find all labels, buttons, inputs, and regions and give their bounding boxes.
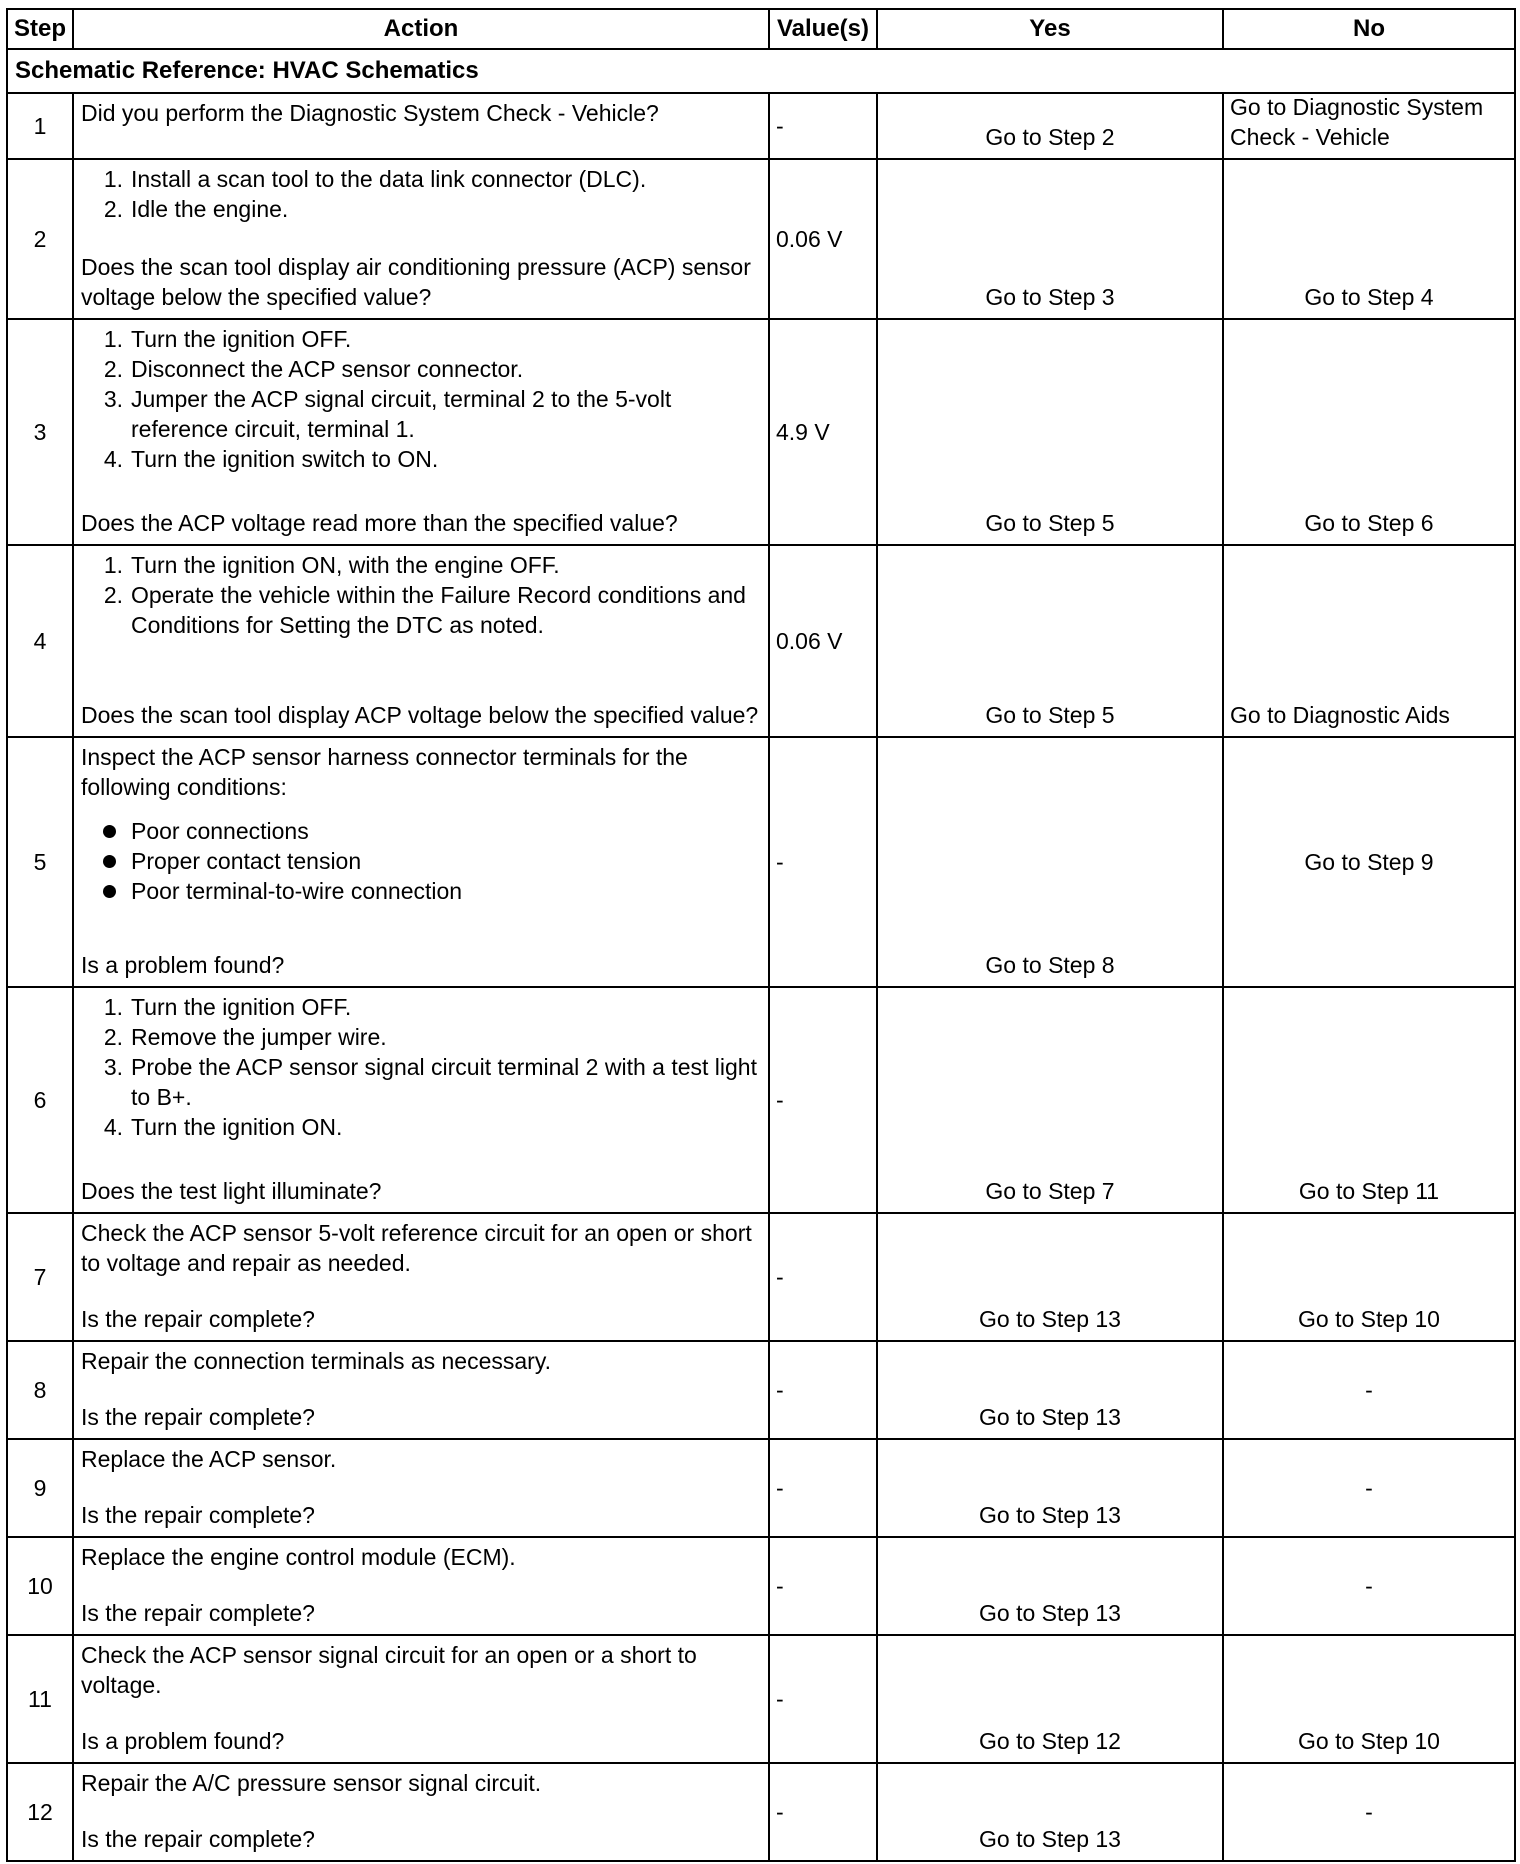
- list-item: [81, 194, 761, 224]
- bullet-item-text: Proper contact tension: [131, 848, 362, 874]
- list-number: 4.: [103, 1114, 123, 1140]
- list-item: [81, 354, 761, 384]
- step-number: 10: [7, 1537, 73, 1635]
- yes-action-text: Go to Step 5: [985, 510, 1115, 536]
- numbered-list: [81, 550, 761, 640]
- list-item: [81, 1052, 761, 1112]
- no-cell: [1223, 1439, 1515, 1537]
- header-step: Step: [7, 9, 73, 49]
- list-item: [81, 550, 761, 580]
- list-item-text: Turn the ignition OFF.: [131, 994, 352, 1020]
- bullet-list: [81, 816, 761, 906]
- list-number: 1.: [103, 166, 123, 192]
- action-question: Does the ACP voltage read more than the specified value?: [81, 510, 678, 536]
- list-item: [81, 1022, 761, 1052]
- list-number: 1.: [103, 994, 123, 1020]
- action-question: Does the test light illuminate?: [81, 1178, 382, 1204]
- no-cell: [1223, 545, 1515, 737]
- list-item-text: Turn the ignition ON.: [131, 1114, 343, 1140]
- list-number: 2.: [103, 356, 123, 382]
- bullet-item-text: Poor terminal-to-wire connection: [131, 878, 463, 904]
- action-content: [81, 1640, 761, 1756]
- action-cell: [73, 93, 769, 159]
- yes-cell: [877, 1213, 1223, 1341]
- action-cell: [73, 319, 769, 545]
- bullet-dot-icon: [103, 855, 116, 868]
- value-cell: -: [769, 1635, 877, 1763]
- action-question: Is the repair complete?: [81, 1502, 315, 1528]
- action-content: [81, 550, 761, 730]
- yes-cell: [877, 1537, 1223, 1635]
- no-cell: [1223, 987, 1515, 1213]
- table-row: [7, 1635, 1515, 1763]
- action-question: Is the repair complete?: [81, 1826, 315, 1852]
- no-action-text: -: [1365, 1377, 1373, 1403]
- action-instruction: Repair the A/C pressure sensor signal circuit.: [81, 1770, 542, 1796]
- table-row: [7, 545, 1515, 737]
- yes-cell: [877, 545, 1223, 737]
- list-number: 3.: [103, 1054, 123, 1080]
- no-action-text: -: [1365, 1799, 1373, 1825]
- table-row: [7, 1439, 1515, 1537]
- action-cell: [73, 159, 769, 319]
- value-cell: -: [769, 93, 877, 159]
- action-cell: [73, 1537, 769, 1635]
- list-item: [81, 1112, 761, 1142]
- list-item-text: Probe the ACP sensor signal circuit terminal 2 with a test light to B+.: [131, 1054, 757, 1110]
- bullet-item-text: Poor connections: [131, 818, 309, 844]
- table-row: [7, 987, 1515, 1213]
- list-number: 4.: [103, 446, 123, 472]
- no-action-text: Go to Diagnostic System Check - Vehicle: [1230, 94, 1484, 150]
- list-item-text: Idle the engine.: [131, 196, 289, 222]
- step-number: 3: [7, 319, 73, 545]
- yes-action-text: Go to Step 13: [979, 1306, 1121, 1332]
- table-row: [7, 159, 1515, 319]
- schematic-reference: Schematic Reference: HVAC Schematics: [7, 49, 1515, 93]
- action-cell: [73, 1341, 769, 1439]
- step-number: 6: [7, 987, 73, 1213]
- yes-cell: [877, 93, 1223, 159]
- header-values: Value(s): [769, 9, 877, 49]
- action-cell: [73, 1763, 769, 1861]
- no-cell: [1223, 737, 1515, 987]
- list-number: 1.: [103, 326, 123, 352]
- bullet-item: [81, 876, 761, 906]
- yes-cell: [877, 1439, 1223, 1537]
- numbered-list: [81, 992, 761, 1142]
- action-instruction: Check the ACP sensor 5-volt reference circuit for an open or short to voltage and repair as needed.: [81, 1220, 752, 1276]
- action-cell: [73, 1635, 769, 1763]
- step-number: 9: [7, 1439, 73, 1537]
- no-action-text: -: [1365, 1573, 1373, 1599]
- action-question: Is a problem found?: [81, 952, 285, 978]
- no-cell: [1223, 1341, 1515, 1439]
- action-cell: [73, 545, 769, 737]
- list-item: [81, 164, 761, 194]
- yes-cell: [877, 159, 1223, 319]
- no-cell: [1223, 319, 1515, 545]
- list-item-text: Jumper the ACP signal circuit, terminal 2 to the 5-volt reference circuit, terminal 1.: [131, 386, 672, 442]
- step-number: 1: [7, 93, 73, 159]
- yes-cell: [877, 987, 1223, 1213]
- yes-action-text: Go to Step 7: [985, 1178, 1115, 1204]
- step-number: 12: [7, 1763, 73, 1861]
- bullet-item: [81, 816, 761, 846]
- list-item-text: Operate the vehicle within the Failure Record conditions and Conditions for Setting the DTC as noted.: [131, 582, 746, 638]
- value-cell: -: [769, 1341, 877, 1439]
- action-cell: [73, 1439, 769, 1537]
- no-action-text: Go to Step 11: [1298, 1178, 1440, 1204]
- numbered-list: [81, 324, 761, 474]
- action-content: [81, 1444, 761, 1530]
- list-number: 2.: [103, 196, 123, 222]
- table-row: [7, 1213, 1515, 1341]
- action-question: Does the scan tool display ACP voltage below the specified value?: [81, 702, 759, 728]
- yes-cell: [877, 1341, 1223, 1439]
- action-content: [81, 1768, 761, 1854]
- action-content: [81, 1218, 761, 1334]
- yes-cell: [877, 1763, 1223, 1861]
- no-cell: [1223, 1763, 1515, 1861]
- yes-action-text: Go to Step 12: [979, 1728, 1121, 1754]
- list-item-text: Disconnect the ACP sensor connector.: [131, 356, 524, 382]
- action-content: [81, 992, 761, 1206]
- step-number: 11: [7, 1635, 73, 1763]
- no-action-text: Go to Step 10: [1298, 1728, 1440, 1754]
- table-row: [7, 319, 1515, 545]
- action-content: [81, 324, 761, 538]
- action-instruction: Replace the ACP sensor.: [81, 1446, 337, 1472]
- action-instruction: Replace the engine control module (ECM).: [81, 1544, 516, 1570]
- list-item: [81, 992, 761, 1022]
- action-cell: [73, 737, 769, 987]
- action-content: [81, 742, 761, 980]
- action-instruction: Repair the connection terminals as necessary.: [81, 1348, 552, 1374]
- yes-action-text: Go to Step 2: [985, 124, 1115, 150]
- action-question: Is the repair complete?: [81, 1306, 315, 1332]
- yes-action-text: Go to Step 5: [985, 702, 1115, 728]
- value-cell: -: [769, 1537, 877, 1635]
- action-content: [81, 98, 761, 152]
- bullet-dot-icon: [103, 885, 116, 898]
- action-question: Is the repair complete?: [81, 1600, 315, 1626]
- header-no: No: [1223, 9, 1515, 49]
- diagnostic-table: [6, 8, 1516, 1862]
- value-cell: -: [769, 737, 877, 987]
- value-cell: -: [769, 1439, 877, 1537]
- action-content: [81, 1542, 761, 1628]
- yes-action-text: Go to Step 3: [985, 284, 1115, 310]
- table-row: [7, 1341, 1515, 1439]
- yes-action-text: Go to Step 8: [985, 952, 1115, 978]
- reference-row: [7, 49, 1515, 93]
- list-item: [81, 324, 761, 354]
- list-item: [81, 580, 761, 640]
- list-number: 2.: [103, 1024, 123, 1050]
- list-number: 1.: [103, 552, 123, 578]
- list-number: 3.: [103, 386, 123, 412]
- no-cell: [1223, 1213, 1515, 1341]
- value-cell: 0.06 V: [769, 545, 877, 737]
- list-item-text: Install a scan tool to the data link connector (DLC).: [131, 166, 647, 192]
- table-row: [7, 93, 1515, 159]
- action-instruction: Check the ACP sensor signal circuit for an open or a short to voltage.: [81, 1642, 697, 1698]
- action-question: Does the scan tool display air conditioning pressure (ACP) sensor voltage below the specified value?: [81, 254, 751, 310]
- list-item-text: Turn the ignition OFF.: [131, 326, 352, 352]
- list-item-text: Turn the ignition switch to ON.: [131, 446, 439, 472]
- step-number: 7: [7, 1213, 73, 1341]
- list-number: 2.: [103, 582, 123, 608]
- no-cell: [1223, 1537, 1515, 1635]
- header-row: [7, 9, 1515, 49]
- no-action-text: Go to Step 6: [1304, 510, 1434, 536]
- header-action: Action: [73, 9, 769, 49]
- value-cell: -: [769, 1763, 877, 1861]
- bullet-item: [81, 846, 761, 876]
- yes-action-text: Go to Step 13: [979, 1404, 1121, 1430]
- no-cell: [1223, 93, 1515, 159]
- no-cell: [1223, 159, 1515, 319]
- step-number: 2: [7, 159, 73, 319]
- action-content: [81, 164, 761, 312]
- table-row: [7, 737, 1515, 987]
- no-action-text: Go to Step 9: [1304, 849, 1434, 875]
- yes-action-text: Go to Step 13: [979, 1826, 1121, 1852]
- yes-cell: [877, 319, 1223, 545]
- list-item: [81, 384, 761, 444]
- table-row: [7, 1537, 1515, 1635]
- no-action-text: Go to Step 10: [1298, 1306, 1440, 1332]
- value-cell: -: [769, 1213, 877, 1341]
- step-number: 4: [7, 545, 73, 737]
- action-question: Is a problem found?: [81, 1728, 285, 1754]
- yes-cell: [877, 737, 1223, 987]
- step-number: 5: [7, 737, 73, 987]
- action-cell: [73, 987, 769, 1213]
- list-item: [81, 444, 761, 474]
- no-action-text: Go to Diagnostic Aids: [1230, 702, 1450, 728]
- action-cell: [73, 1213, 769, 1341]
- action-content: [81, 1346, 761, 1432]
- bullet-dot-icon: [103, 825, 116, 838]
- no-action-text: Go to Step 4: [1304, 284, 1434, 310]
- action-instruction: Did you perform the Diagnostic System Check - Vehicle?: [81, 100, 659, 126]
- yes-cell: [877, 1635, 1223, 1763]
- value-cell: -: [769, 987, 877, 1213]
- yes-action-text: Go to Step 13: [979, 1600, 1121, 1626]
- no-action-text: -: [1365, 1475, 1373, 1501]
- value-cell: 0.06 V: [769, 159, 877, 319]
- header-yes: Yes: [877, 9, 1223, 49]
- list-item-text: Turn the ignition ON, with the engine OFF.: [131, 552, 560, 578]
- table-row: [7, 1763, 1515, 1861]
- step-number: 8: [7, 1341, 73, 1439]
- action-instruction: Inspect the ACP sensor harness connector terminals for the following conditions:: [81, 744, 688, 800]
- no-cell: [1223, 1635, 1515, 1763]
- action-question: Is the repair complete?: [81, 1404, 315, 1430]
- yes-action-text: Go to Step 13: [979, 1502, 1121, 1528]
- list-item-text: Remove the jumper wire.: [131, 1024, 387, 1050]
- value-cell: 4.9 V: [769, 319, 877, 545]
- numbered-list: [81, 164, 761, 224]
